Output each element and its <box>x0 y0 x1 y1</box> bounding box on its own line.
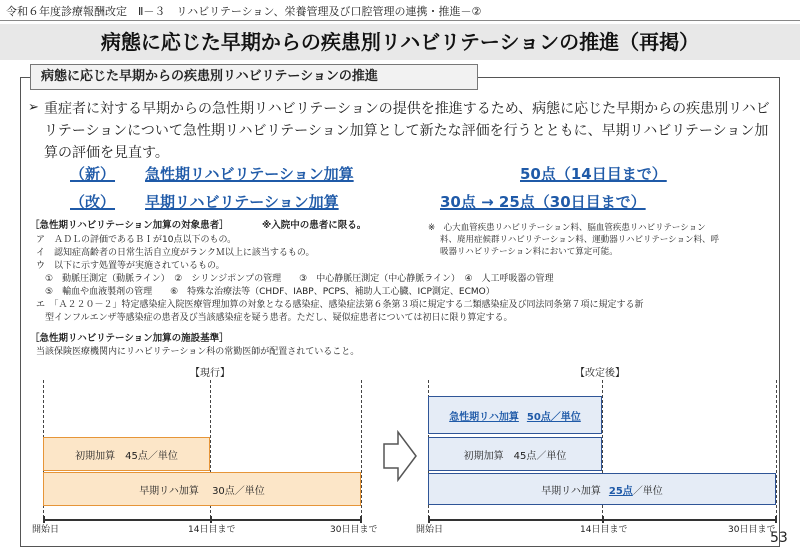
current-axis <box>43 519 361 521</box>
bullet-text: 重症者に対する早期からの急性期リハビリテーションの提供を推進するため、病態に応じた早期からの疾患別リハビリテーションについて急性期リハビリテーション加算として新たな評価を行うとともに、早期リハビリテーション加算の評価を見直す。 <box>44 101 770 161</box>
target-heading: ［急性期リハビリテーション加算の対象患者］ <box>30 220 229 231</box>
dash-day30 <box>776 380 777 518</box>
current-label: 【現行】 <box>190 368 230 379</box>
dash-day30 <box>361 380 362 518</box>
axis-start-label: 開始日 <box>416 525 444 535</box>
change-tag-new: （新） <box>70 165 116 183</box>
target-heading-note: ※入院中の患者に限る。 <box>262 220 367 231</box>
axis-day14-label: 14日目まで <box>580 525 628 535</box>
target-item: イ 認知症高齢者の日常生活自立度がランクＭ以上に該当するもの。 <box>36 248 315 258</box>
target-item: エ 「Ａ２２０－２」特定感染症入院医療管理加算の対象となる感染症、感染症法第６条第３項に規定する二類感染症及び同法同条第７項に規定する新 <box>36 300 644 310</box>
bullet-arrow-icon: ➢ <box>28 100 39 115</box>
target-item: ウ 以下に示す処置等が実施されているもの。 <box>36 261 225 271</box>
facility-text: 当該保険医療機関内にリハビリテーション科の常勤医師が配置されていること。 <box>36 347 360 357</box>
facility-heading: ［急性期リハビリテーション加算の施設基準］ <box>30 333 229 344</box>
page-title: 病態に応じた早期からの疾患別リハビリテーションの推進（再掲） <box>0 24 800 60</box>
header-text: 令和６年度診療報酬改定 Ⅱ－３ リハビリテーション、栄養管理及び口腔管理の連携・推進－② <box>6 5 482 18</box>
early-rehab-unit: ／単位 <box>632 485 663 497</box>
change-name-revised: 早期リハビリテーション加算 <box>145 193 339 211</box>
acute-rehab-points: 50点／単位 <box>526 411 581 423</box>
axis-day30-label: 30日目まで <box>728 525 776 535</box>
revised-early-bar: 初期加算 45点／単位 <box>428 437 602 471</box>
axis-start-label: 開始日 <box>32 525 60 535</box>
target-item: ① 動脈圧測定（動脈ライン） ② シリンジポンプの管理 ③ 中心静脈圧測定（中心静脈ライン） ④ 人工呼吸器の管理 <box>36 274 554 284</box>
change-tag-revised: （改） <box>70 193 116 211</box>
revised-acute-bar <box>428 396 602 434</box>
change-points-new: 50点（14日目まで） <box>520 165 667 183</box>
axis-day14-label: 14日目まで <box>188 525 236 535</box>
page-number: 53 <box>770 530 788 546</box>
side-note-line: 料、廃用症候群リハビリテーション料、運動器リハビリテーション料、呼 <box>440 235 719 245</box>
target-item: 型インフルエンザ等感染症の患者及び当該感染症を疑う患者。ただし、疑似症患者については初日に限り算定する。 <box>36 313 513 323</box>
arrow-right-icon <box>382 430 418 482</box>
revised-label: 【改定後】 <box>575 368 625 379</box>
target-item: ア ＡＤＬの評価であるＢＩが10点以下のもの。 <box>36 235 237 245</box>
section-title: 病態に応じた早期からの疾患別リハビリテーションの推進 <box>30 64 478 90</box>
early-rehab-name: 早期リハ加算 <box>541 485 601 497</box>
early-rehab-points: 25点 <box>608 485 633 497</box>
header-divider <box>0 20 800 21</box>
current-early-rehab-bar: 早期リハ加算 30点／単位 <box>43 472 361 506</box>
revised-early-rehab-bar <box>428 473 776 505</box>
change-name-new: 急性期リハビリテーション加算 <box>145 165 354 183</box>
side-note-line: 吸器リハビリテーション料において算定可能。 <box>440 247 618 257</box>
axis-day30-label: 30日目まで <box>330 525 378 535</box>
current-early-bar: 初期加算 45点／単位 <box>43 437 210 471</box>
acute-rehab-name: 急性期リハ加算 <box>449 411 519 423</box>
side-note-line: ※ 心大血管疾患リハビリテーション料、脳血管疾患リハビリテーション <box>428 223 706 233</box>
target-item: ⑤ 輸血や血液製剤の管理 ⑥ 特殊な治療法等（CHDF、IABP、PCPS、補助人工心臓、ICP測定、ECMO） <box>36 287 495 297</box>
change-points-revised: 30点 → 25点（30日目まで） <box>440 193 646 211</box>
